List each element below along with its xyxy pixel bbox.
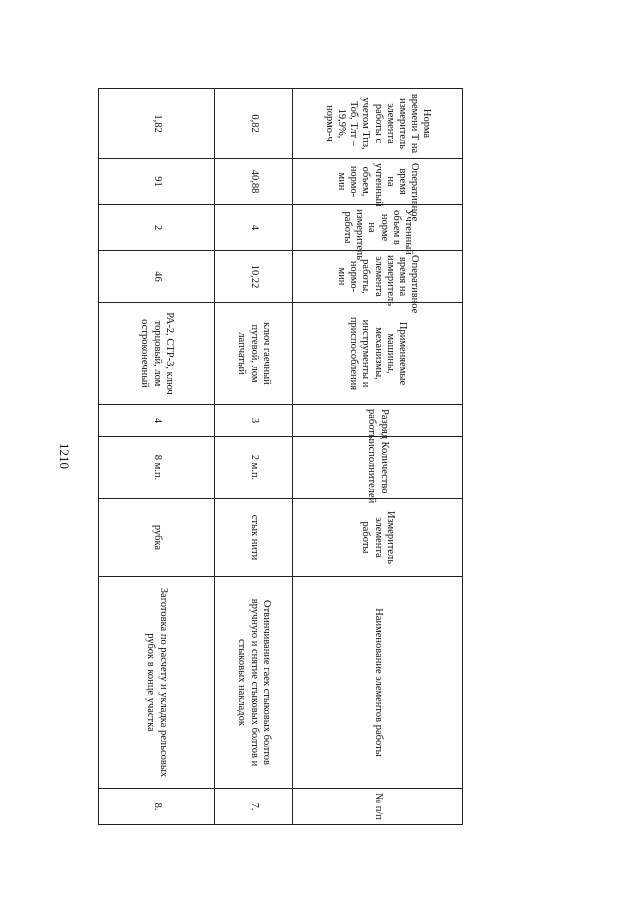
cell-name: Отвинчивание гаек стыковых болтов вручную и снятие стыковых болтов и стыковых накладок [215,577,293,789]
table-wrapper [99,88,463,824]
cell-grade: 4 [99,405,215,437]
header-unit: Измеритель элемента работы [293,499,463,577]
header-num: № п/п [293,789,463,825]
header-name: Наименование элементов работы [293,577,463,789]
cell-norm-time: 1,82 [99,89,215,159]
cell-workers: 2 м.п. [215,437,293,499]
cell-name: Заготовка по расчету и укладка рельсовых рубок в конце участка [99,577,215,789]
header-workers: Количество исполнителей [293,437,463,499]
cell-oper-time-unit: 10,22 [215,251,293,303]
cell-workers: 8 м.п. [99,437,215,499]
cell-grade: 3 [215,405,293,437]
cell-volume: 2 [99,205,215,251]
table-row [215,89,293,825]
header-tools: Применяемые машины, механизмы, инструменты и приспособления [293,303,463,405]
header-oper-time-total: Оперативное время на учтенный объем, нормо-мин [293,159,463,205]
header-oper-time-unit: Оперативное время на измеритель элемента работы, нормо-мин [293,251,463,303]
cell-unit: стык нити [215,499,293,577]
cell-num: 8. [99,789,215,825]
cell-tools: РА-2, СТР-3, ключ торцовый, лом остроконечный [99,303,215,405]
header-volume: Учтенный объем в норме на измеритель работы [293,205,463,251]
cell-unit: рубка [99,499,215,577]
page-number: 1210 [57,443,72,469]
cell-norm-time: 0,82 [215,89,293,159]
table-row [99,89,215,825]
header-grade: Разряд работы [293,405,463,437]
cell-oper-time-unit: 46 [99,251,215,303]
work-norms-table [98,88,463,825]
table-header-row [293,89,463,825]
header-norm-time: Норма времени Т на измеритель элемента работы с учетом Тпз, Тоб, Тлт – 19,9%, нормо-ч [293,89,463,159]
cell-volume: 4 [215,205,293,251]
cell-num: 7. [215,789,293,825]
cell-oper-time-total: 40,88 [215,159,293,205]
cell-tools: ключ гаечный путевой, лом лапчатый [215,303,293,405]
cell-oper-time-total: 91 [99,159,215,205]
